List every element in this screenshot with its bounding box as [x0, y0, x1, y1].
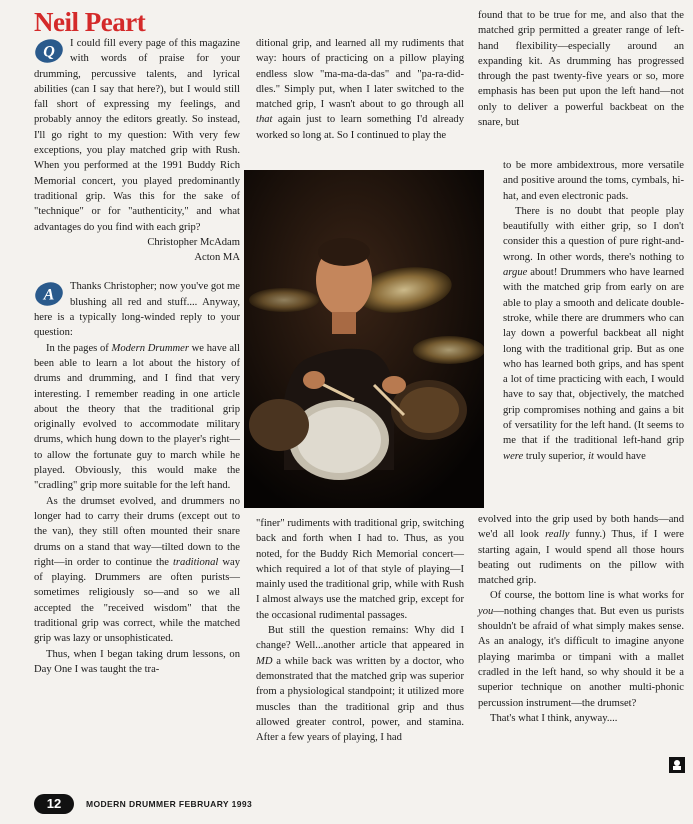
column-1	[34, 36, 240, 677]
answer-paragraph-11	[478, 512, 684, 588]
text-span: There is no doubt that people play beautifully with either grip, so I don't consider this a question of pure right-and-wrong. In other words, there's nothing to	[503, 205, 684, 263]
column-3-middle	[503, 158, 684, 464]
emphasis: it	[588, 450, 594, 462]
drummer-photo-illustration	[244, 170, 484, 508]
emphasis: that	[256, 114, 273, 126]
text-span: a while back was written by a doctor, who demonstrated that the matched grip was superior from a physiological standpoint; it utilized more muscles than the traditional grip and thus allowed greater control, power, and stamina. After a few years of playing, I had	[256, 655, 464, 744]
answer-paragraph-8: found that to be true for me, and also that the matched grip permitted a greater range of left-hand flexibility—especially around an expanding kit. As drumming has progressed through the past twenty-five years or so, more emphasis has been put upon the left hand—not only to deliver a powerful backbeat on the snare, but	[478, 10, 684, 129]
question-text: I could fill every page of this magazine with words of praise for your drumming, percussive talents, and lyrical abilities (can I say that here?), but I would still fall short of expressing my feelings, and probably annoy the editors greatly. So instead, I'll go right to my question: With very few exceptions, you play matched grip with Rush. When you performed at the 1991 Buddy Rich Memorial concert, you played predominantly traditional grip. Was this for the sake of "technique" or for "authenticity," and what advantages do you find with each grip?	[34, 38, 240, 233]
magazine-abbrev: MD	[256, 655, 273, 667]
text-span: way of playing. Drummers are often purists—sometimes religiously so—and so we all accepted the "received wisdom" that the traditional grip was correct, while the matched grip was lazy or unsophisticated.	[34, 556, 240, 645]
text-span: ditional grip, and learned all my rudiments that way: hours of practicing on a pillow playing endless slow "ma-ma-da-das" and "pa-ra-did-dles." Simply put, when I later switched to the matched grip, I wasn't about to go through all	[256, 38, 464, 111]
text-span: As the drumset evolved, and drummers no longer had to carry their drums (except out to the van), they still often mounted their snare drums on a stand that way—tilted down to the right—in order to continue the	[34, 495, 240, 568]
page-number: 12	[34, 794, 74, 814]
article-title: Neil Peart	[34, 7, 146, 37]
emphasis: you	[478, 605, 494, 617]
text-span: funny.) Thus, if I were starting again, I would spend all those hours beating out rudiments on the pillow with matched grip.	[478, 529, 684, 587]
signature-name: Christopher McAdam	[147, 236, 240, 248]
answer-paragraph-3	[34, 494, 240, 647]
emphasis: were	[503, 450, 524, 462]
answer-paragraph-2	[34, 341, 240, 494]
text-span: we have all been able to learn a lot about the history of drums and drumming, and I find that very interesting. I remember reading in one article about the theory that the traditional grip originally evolved to accommodate military drums, which hung down to the player's right—to allow the fortunate guy to march while he played. Obviously, this would make the "cradling" grip more suitable for the left hand.	[34, 342, 240, 492]
column-2-top	[256, 36, 464, 143]
answer-paragraph-13: That's what I think, anyway....	[490, 712, 618, 724]
signature-place: Acton MA	[194, 252, 240, 264]
text-span: evolved into the grip used by both hands—and we'd all look	[478, 514, 684, 541]
page-footer	[34, 794, 294, 814]
answer-paragraph-1	[34, 279, 240, 340]
emphasis: really	[545, 529, 570, 541]
column-3-bottom	[478, 512, 684, 726]
emphasis: argue	[503, 267, 528, 279]
footer-text: MODERN DRUMMER FEBRUARY 1993	[86, 799, 253, 809]
answer-paragraph-4: Thus, when I began taking drum lessons, on Day One I was taught the tra-	[34, 648, 240, 675]
text-span: again just to learn something I'd already worked so long at. So I continued to play the	[256, 114, 464, 141]
question-letter: Q	[43, 43, 55, 61]
answer-paragraph-7	[256, 623, 464, 745]
text-span: about! Drummers who have learned with the matched grip from early on are able to play a smooth and delicate double-stroke, while there are drummers who can lay down a powerful backbeat all night long with the traditional grip. But as one who has learned both grips, and has spent a lot of time practicing with each, I would have to say that, objectively, the matched grip compromises nothing and gains a bit of versatility for the left hand. (It seems to me that if the traditional left-hand grip	[503, 267, 684, 447]
text-span: truly superior,	[523, 450, 589, 462]
magazine-name: Modern Drummer	[111, 342, 189, 354]
answer-paragraph-5	[256, 36, 464, 143]
answer-letter: A	[43, 286, 55, 304]
column-3-top	[478, 8, 684, 130]
text-span: In the pages of	[46, 342, 112, 354]
answer-paragraph-9: to be more ambidextrous, more versatile and positive around the toms, cymbals, hi-hat, and even electronic pads.	[503, 160, 684, 202]
emphasis: traditional	[172, 556, 219, 568]
answer-paragraph-6: "finer" rudiments with traditional grip, switching back and forth when I had to. Thus, as you noted, for the Buddy Rich Memorial concert—which required a lot of that style of playing—I mainly used the traditional grip, while with Rush I almost always use the matched grip, except for the occasional rudimental passages.	[256, 518, 464, 621]
question-badge-icon	[34, 38, 64, 64]
answer-paragraph-12	[478, 588, 684, 710]
question-paragraph	[34, 36, 240, 235]
drummer-photo	[244, 170, 484, 508]
end-mark-icon	[669, 757, 685, 773]
answer-badge-icon	[34, 281, 64, 307]
column-2-bottom	[256, 516, 464, 745]
answer-paragraph-10	[503, 204, 684, 464]
answer-text-1: Thanks Christopher; now you've got me blushing all red and stuff.... Anyway, here is a typically long-winded reply to your question:	[34, 281, 240, 339]
text-span: But still the question remains: Why did I change? Well...another article that appeared in	[256, 625, 464, 652]
text-span: would have	[594, 450, 646, 462]
text-span: Of course, the bottom line is what works for	[490, 590, 684, 602]
text-span: —nothing changes that. But even us purists shouldn't be afraid of what simply makes sense. As an analogy, it's difficult to imagine anyone playing marimba or timpani with a mallet cradled in the left hand, so why should it be a superior technique on another multi-phonic percussion instrument—the drumset?	[478, 605, 684, 709]
